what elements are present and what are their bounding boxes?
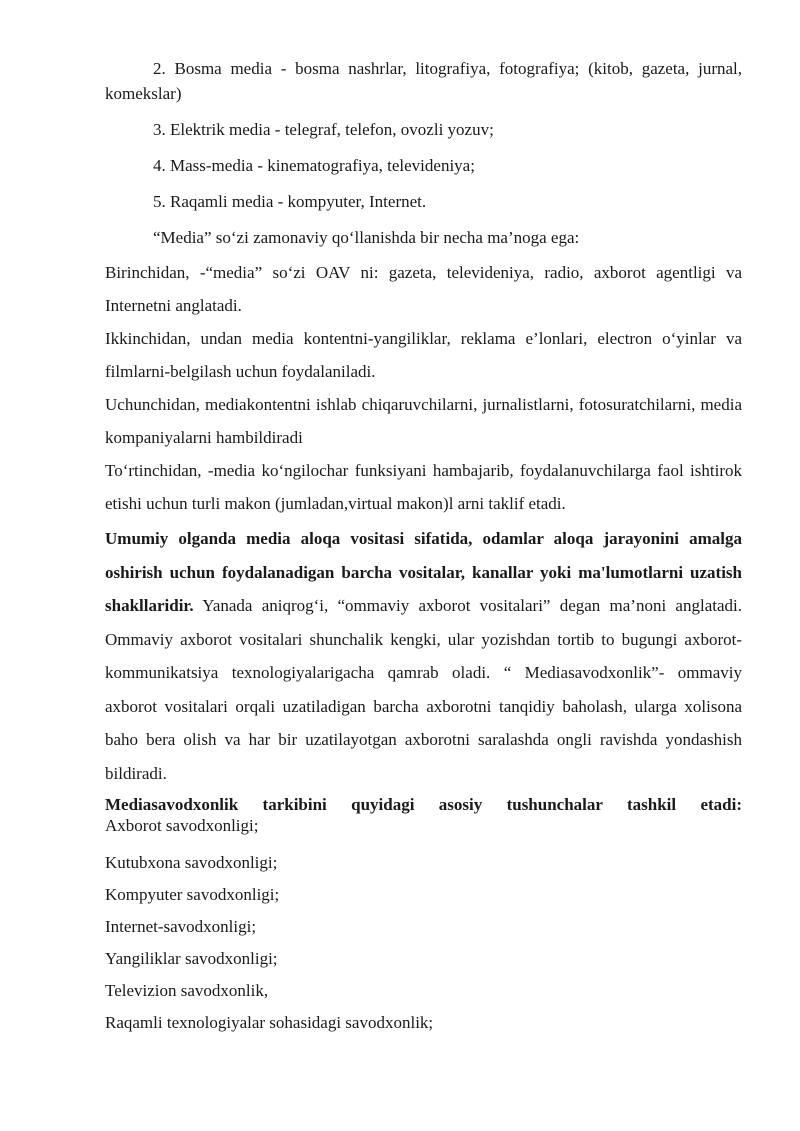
list-item-bosma-media: 2. Bosma media - bosma nashrlar, litografiya, fotografiya; (kitob, gazeta, jurnal, komekslar) bbox=[105, 59, 742, 103]
document-page bbox=[105, 56, 742, 1039]
component-item: Axborot savodxonligi; bbox=[105, 816, 259, 835]
meaning-first: Birinchidan, -“media” so‘zi OAV ni: gazeta, televideniya, radio, axborot agentligi va Internetni anglatadi. bbox=[105, 263, 742, 315]
component-item: Televizion savodxonlik, bbox=[105, 981, 269, 1000]
meaning-fourth: To‘rtinchidan, -media ko‘ngilochar funksiyani hambajarib, foydalanuvchilarga faol ishtirok etishi uchun turli makon (jumladan,virtual makon)l arni taklif etadi. bbox=[105, 461, 742, 513]
summary-text: Yanada aniqrog‘i, “ommaviy axborot vositalari” degan ma’noni anglatadi. Ommaviy axborot vositalari shunchalik kengki, ular yozishdan tortib to bugungi axborot-kommunikatsiya texnologiyalarigacha qamrab oladi. “ Mediasavodxonlik”- ommaviy axborot vositalari orqali uzatiladigan barcha axborotni tanqidiy baholash, ularga xolisona baho bera olish va har bir uzatilayotgan axborotni saralashda ongli ravishda yondashish bildiradi. bbox=[105, 596, 742, 783]
list-item-mass-media: 4. Mass-media - kinematografiya, televideniya; bbox=[153, 156, 475, 175]
media-meanings-intro: “Media” so‘zi zamonaviy qo‘llanishda bir necha ma’noga ega: bbox=[153, 228, 580, 247]
meaning-third: Uchunchidan, mediakontentni ishlab chiqaruvchilarni, jurnalistlarni, fotosuratchilarni, media kompaniyalarni hambildiradi bbox=[105, 395, 742, 447]
summary-paragraph bbox=[105, 522, 742, 790]
summary-bold-lead: Umumiy olganda media aloqa vositasi sifatida, odamlar aloqa jarayonini amalga oshirish uchun foydalanadigan barcha vositalar, kanallar yoki ma'lumotlarni uzatish shakllaridir. bbox=[105, 529, 742, 615]
list-item-elektrik-media: 3. Elektrik media - telegraf, telefon, ovozli yozuv; bbox=[153, 120, 494, 139]
meaning-second: Ikkinchidan, undan media kontentni-yangiliklar, reklama e’lonlari, electron o‘yinlar va filmlarni-belgilash uchun foydalaniladi. bbox=[105, 329, 742, 381]
component-item: Kompyuter savodxonligi; bbox=[105, 885, 280, 904]
components-list bbox=[105, 815, 742, 1039]
component-item: Raqamli texnologiyalar sohasidagi savodxonlik; bbox=[105, 1013, 434, 1032]
component-item: Yangiliklar savodxonligi; bbox=[105, 949, 278, 968]
components-heading: Mediasavodxonlik tarkibini quyidagi asosiy tushunchalar tashkil etadi: bbox=[105, 795, 742, 814]
list-item-raqamli-media: 5. Raqamli media - kompyuter, Internet. bbox=[153, 192, 427, 211]
component-item: Kutubxona savodxonligi; bbox=[105, 853, 278, 872]
component-item: Internet-savodxonligi; bbox=[105, 917, 257, 936]
